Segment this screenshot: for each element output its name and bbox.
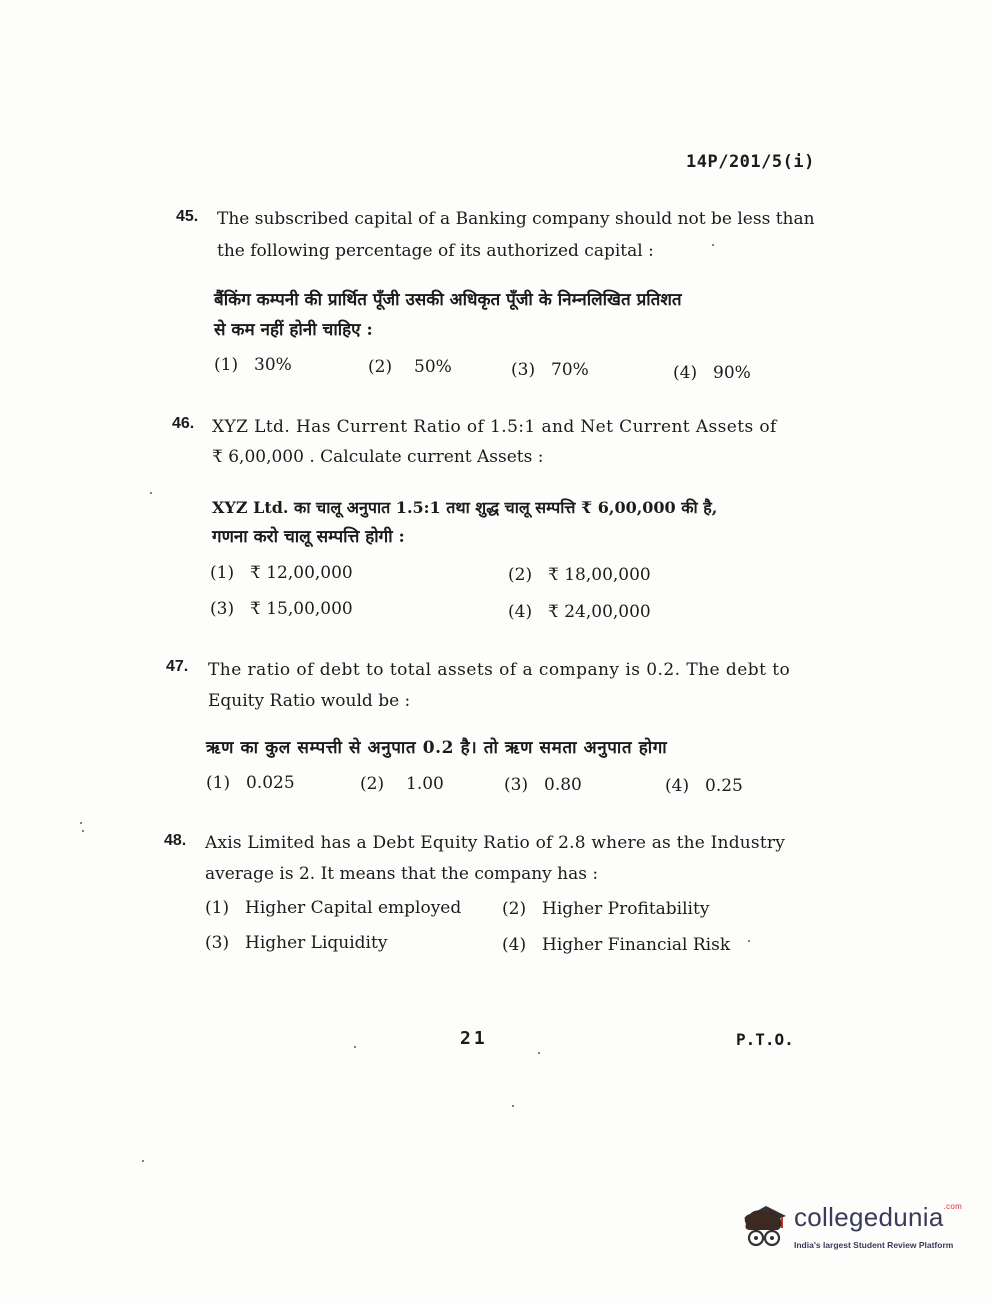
option-number: (2) (368, 357, 393, 377)
scan-speck (512, 1105, 514, 1107)
option-text: 0.25 (705, 776, 743, 796)
option-number: (3) (205, 933, 230, 953)
option (502, 935, 730, 955)
question-hindi-line: से कम नहीं होनी चाहिए : (214, 320, 373, 340)
scan-speck (748, 940, 750, 942)
option-number: (1) (210, 563, 235, 583)
question-hindi-line: गणना करो चालू सम्पत्ति होगी : (212, 527, 405, 547)
option (368, 357, 452, 377)
collegedunia-logo (736, 1196, 966, 1262)
option (665, 776, 743, 796)
option-number: (3) (210, 599, 235, 619)
option-number: (4) (502, 935, 527, 955)
question-text-line: The subscribed capital of a Banking company should not be less than (217, 209, 815, 229)
question-hindi-line: बैंकिंग कम्पनी की प्रार्थित पूँजी उसकी अधिकृत पूँजी के निम्नलिखित प्रतिशत (214, 290, 682, 310)
scan-speck (150, 492, 152, 494)
scan-speck (142, 1160, 144, 1162)
option-number: (4) (665, 776, 690, 796)
option (205, 898, 461, 918)
option (214, 355, 292, 375)
option-text: 90% (713, 363, 751, 383)
option-text: 30% (254, 355, 292, 375)
page-number: 21 (460, 1028, 488, 1049)
question-text-line: the following percentage of its authorized capital : (217, 241, 654, 261)
scan-speck (80, 822, 82, 824)
option-number: (1) (205, 898, 230, 918)
option-number: (1) (214, 355, 239, 375)
option-number: (2) (502, 899, 527, 919)
option-number: (1) (206, 773, 231, 793)
option (504, 775, 582, 795)
option (210, 563, 353, 583)
scan-speck (712, 244, 714, 246)
option (673, 363, 751, 383)
option-text: 70% (551, 360, 589, 380)
option-number: (2) (508, 565, 533, 585)
option-number: (3) (504, 775, 529, 795)
option (508, 565, 651, 585)
option-text: Higher Financial Risk (542, 935, 731, 955)
question-text-line: Axis Limited has a Debt Equity Ratio of 2.8 where as the Industry (205, 833, 786, 853)
option (210, 599, 353, 619)
question-number: 48. (164, 832, 187, 849)
option-number: (2) (360, 774, 385, 794)
option-number: (4) (508, 602, 533, 622)
scan-speck (354, 1046, 356, 1048)
mascot-icon (736, 1196, 792, 1256)
paper-code: 14P/201/5(i) (686, 152, 815, 172)
option-text: Higher Capital employed (245, 898, 462, 918)
option-number: (4) (673, 363, 698, 383)
option (508, 602, 651, 622)
option-text: 1.00 (406, 774, 444, 794)
option (360, 774, 444, 794)
question-hindi-line: ऋण का कुल सम्पत्ती से अनुपात 0.2 है। तो ऋण समता अनुपात होगा (206, 738, 668, 758)
option-text: 0.025 (246, 773, 295, 793)
question-text-line: Equity Ratio would be : (208, 691, 411, 711)
option-text: ₹ 15,00,000 (250, 599, 353, 619)
question-hindi-line: XYZ Ltd. का चालू अनुपात 1.5:1 तथा शुद्ध चालू सम्पत्ति ₹ 6,00,000 की है, (212, 498, 718, 517)
scan-speck (538, 1052, 540, 1054)
option-text: 0.80 (544, 775, 582, 795)
pto-label: P.T.O. (736, 1030, 794, 1049)
question-text-line: XYZ Ltd. Has Current Ratio of 1.5:1 and Net Current Assets of (212, 417, 777, 437)
option-number: (3) (511, 360, 536, 380)
scan-speck (82, 830, 84, 832)
option-text: Higher Liquidity (245, 933, 388, 953)
option (205, 933, 387, 953)
option-text: 50% (414, 357, 452, 377)
option-text: ₹ 18,00,000 (548, 565, 651, 585)
question-text-line: ₹ 6,00,000 . Calculate current Assets : (212, 447, 544, 467)
question-number: 47. (166, 658, 189, 675)
question-text-line: average is 2. It means that the company has : (205, 864, 599, 884)
question-text-line: The ratio of debt to total assets of a company is 0.2. The debt to (208, 660, 791, 680)
option-text: ₹ 24,00,000 (548, 602, 651, 622)
question-number: 46. (172, 415, 195, 432)
option (511, 360, 589, 380)
logo-tagline: India's largest Student Review Platform (794, 1240, 954, 1250)
option-text: ₹ 12,00,000 (250, 563, 353, 583)
option-text: Higher Profitability (542, 899, 710, 919)
logo-wordmark: collegedunia$^{.com}$ (794, 1202, 963, 1232)
question-number: 45. (176, 208, 199, 225)
option (502, 899, 709, 919)
option (206, 773, 295, 793)
